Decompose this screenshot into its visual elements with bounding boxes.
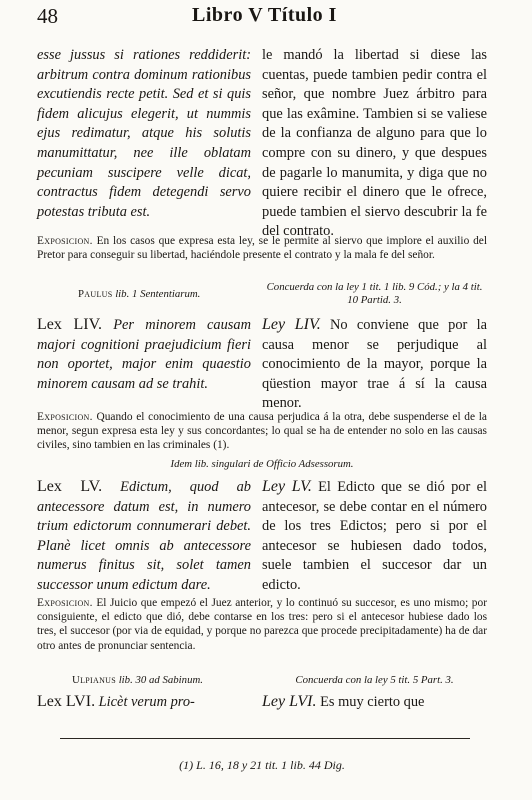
source-author: Paulus xyxy=(78,288,113,300)
ley-56-text: Es muy cierto que xyxy=(320,694,425,710)
exposition-label: Exposicion. xyxy=(37,235,93,247)
page-number: 48 xyxy=(37,4,58,28)
exposition-1 xyxy=(37,234,487,262)
lex-54-text: Per minorem causam majori cognitioni praejudicium fieri non oportet, major enim quaestio minorem causam ad se trahit. xyxy=(37,317,251,392)
source-ulpianus xyxy=(72,674,252,687)
concordance-1: Concuerda con la ley 1 tit. 1 lib. 9 Cód.; y la 4 tit. 10 Partid. 3. xyxy=(266,281,483,306)
exposition-text: En los casos que expresa esta ley, se le permite al siervo que implore el auxilio del Pretor para conseguir su libertad, haciéndole presente el contrato y la mala fe del señor. xyxy=(37,235,487,262)
lex-55-heading: Lex LV. xyxy=(37,478,103,495)
exposition-label: Exposicion. xyxy=(37,597,93,609)
lex-55-text: Edictum, quod ab antecessore datum est, in numero trium edictorum connumerari debet. Planè licet omnis ab antecessore numerus finitus sit, solet tamen successor unum edictum dare. xyxy=(37,479,251,593)
page-header xyxy=(37,4,492,34)
exposition-2 xyxy=(37,410,487,453)
running-title: Libro V Título I xyxy=(192,4,337,26)
footnote-text: (1) L. 16, 18 y 21 tit. 1 lib. 44 Dig. xyxy=(179,758,345,772)
footnote-rule xyxy=(60,738,470,739)
ley-54-spanish xyxy=(262,315,487,414)
lex-56-heading: Lex LVI. xyxy=(37,693,96,710)
lex-54-latin xyxy=(37,315,251,394)
ley-56-heading: Ley LVI. xyxy=(262,693,317,710)
lex-55-latin xyxy=(37,477,251,596)
ley-55-spanish xyxy=(262,477,487,596)
ley-56-spanish xyxy=(262,692,487,713)
exposition-3 xyxy=(37,596,487,653)
law-53-continuation xyxy=(37,46,487,240)
spanish-text: le mandó la libertad si diese las cuentas, puede tambien pedir contra el señor, que nombre Juez árbitro para que las exâmine. Tambien si se valiese de la confianza de alguno para que lo compre con su dinero, y que despues de pagarle lo manumita, y diga que no quiere recibir el dinero que le ofrece, puede tambien el siervo descubrir la fe del contrato. xyxy=(262,47,487,240)
source-work: lib. 1 Sententiarum. xyxy=(115,288,201,300)
ley-54-text: No conviene que por la causa menor se perjudique al conocimiento de la mayor, porque la qüestion mayor trae á sí la causa menor. xyxy=(262,317,487,412)
lex-54-heading: Lex LIV. xyxy=(37,316,103,333)
source-work: lib. 30 ad Sabinum. xyxy=(118,674,203,686)
ley-54-heading: Ley LIV. xyxy=(262,316,321,333)
source-idem-text: Idem lib. singulari de Officio Adsessorum. xyxy=(170,458,354,470)
source-idem xyxy=(37,458,487,471)
ley-55-text: El Edicto que se dió por el antecesor, se debe contar en el número de los tres Edictos; pero si por el antecesor se hubiesen dado todos, suele tambien el succesor dar un edicto. xyxy=(262,479,487,593)
exposition-text: Quando el conocimiento de una causa perjudica á la otra, debe suspenderse el de la menor, segun expresa esta ley y sus concordantes; lo qual se ha de entender no solo en las causas civiles, sino tambien en las criminales (1). xyxy=(37,411,487,452)
lex-56-text: Licèt verum pro- xyxy=(98,694,195,710)
latin-text: esse jussus si rationes reddiderit: arbitrum contra dominum rationibus excutiendis recte petit. Sed et si quis fidem alicujus elegerit, ut nummis ejus redimatur, atque his solutis manumittatur, nee ille oblatam pecuniam suscipere velle dicat, contractus fidem detegendi servo potestas tributa est. xyxy=(37,47,251,220)
lex-56-latin xyxy=(37,692,251,713)
source-author: Ulpianus xyxy=(72,674,116,686)
footnote xyxy=(37,758,487,773)
ley-55-heading: Ley LV. xyxy=(262,478,312,495)
exposition-text: El Juicio que empezó el Juez anterior, y lo continuó su succesor, es uno mismo; por consiguiente, el edicto que dió, debe contarse en los tres: pero si el antecesor hubiese dado los tres, el succesor (por via de equidad, y porque no parezca que procede precipitadamente) ha de dar otro antes de pronunciar sentencia. xyxy=(37,597,487,652)
law-54 xyxy=(37,315,487,412)
law-55 xyxy=(37,477,487,593)
law-56 xyxy=(37,692,487,716)
concordance-3: Concuerda con la ley 5 tit. 5 Part. 3. xyxy=(295,674,454,686)
source-paulus xyxy=(78,288,248,301)
exposition-label: Exposicion. xyxy=(37,411,93,423)
